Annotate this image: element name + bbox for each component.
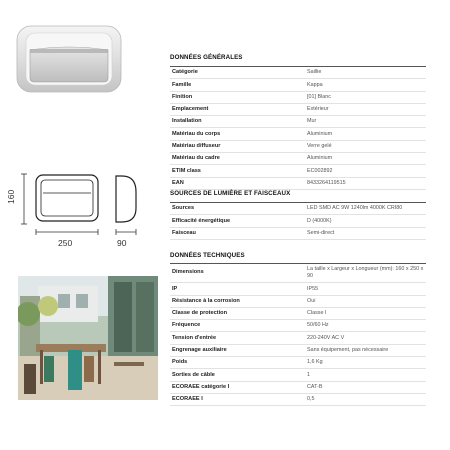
general-section-title: DONNÉES GÉNÉRALES: [170, 54, 243, 61]
row-value: EC002892: [307, 167, 333, 174]
table-row: [170, 128, 426, 140]
row-value: Semi-direct: [307, 229, 335, 236]
table-row: [170, 153, 426, 165]
table-row: [170, 308, 426, 320]
row-key: Catégorie: [172, 69, 198, 76]
row-value: Extérieur: [307, 106, 329, 113]
row-key: Matériau diffuseur: [172, 143, 221, 150]
tech-table: [170, 263, 426, 406]
row-key: Matériau du cadre: [172, 155, 220, 162]
table-row: [170, 283, 426, 295]
table-row: [170, 332, 426, 344]
light-section-title: SOURCES DE LUMIÈRE ET FAISCEAUX: [170, 190, 291, 197]
table-row: [170, 228, 426, 240]
side-view-drawing: [110, 172, 142, 236]
row-key: Sorties de câble: [172, 371, 215, 378]
tech-section-title: DONNÉES TECHNIQUES: [170, 252, 245, 259]
light-table: [170, 202, 426, 240]
product-visuals: [0, 0, 160, 450]
row-key: Résistance à la corrosion: [172, 297, 240, 304]
row-key: Classe de protection: [172, 310, 228, 317]
row-key: ETIM class: [172, 167, 201, 174]
table-row: [170, 116, 426, 128]
table-row: [170, 394, 426, 406]
row-key: Emplacement: [172, 106, 209, 113]
row-key: Engrenage auxiliaire: [172, 347, 227, 354]
row-value: D (4000K): [307, 217, 332, 224]
row-value: 8433264119515: [307, 179, 346, 186]
table-row: [170, 66, 426, 79]
row-value: Verre gelé: [307, 143, 332, 150]
row-value: CAT-B: [307, 383, 323, 390]
row-value: Aluminium: [307, 130, 333, 137]
row-value: Kappa: [307, 81, 323, 88]
row-key: Tension d'entrée: [172, 334, 217, 341]
row-key: Dimensions: [172, 269, 204, 275]
table-row: [170, 320, 426, 332]
row-key: Sources: [172, 205, 195, 212]
row-value: 220-240V AC V: [307, 334, 345, 341]
table-row: [170, 345, 426, 357]
width-dimension-label: 250: [58, 238, 73, 248]
row-value: Oui: [307, 297, 316, 304]
table-row: [170, 369, 426, 381]
row-value: La taille x Largeur x Longueur (mm): 160 x 250 x 90: [307, 266, 424, 280]
table-row: [170, 92, 426, 104]
table-row: [170, 104, 426, 116]
row-value: Mur: [307, 118, 317, 125]
table-row: [170, 79, 426, 91]
row-value: 0,5: [307, 396, 315, 403]
row-key: Installation: [172, 118, 202, 125]
row-value: [01] Blanc: [307, 93, 331, 100]
row-key: Efficacité énergétique: [172, 217, 231, 224]
row-value: LED SMD AC 9W 1240lm 4000K CRI80: [307, 205, 403, 212]
general-table: [170, 66, 426, 190]
front-view-drawing: [20, 168, 106, 236]
row-value: Sans équipement, pas nécessaire: [307, 347, 389, 354]
table-row: [170, 263, 426, 283]
table-row: [170, 178, 426, 190]
table-row: [170, 382, 426, 394]
depth-dimension-label: 90: [117, 238, 127, 248]
row-value: Aluminium: [307, 155, 333, 162]
row-key: ECORAEE I: [172, 396, 203, 403]
row-key: Fréquence: [172, 322, 201, 329]
row-value: IP55: [307, 285, 319, 292]
ambience-photo: [18, 276, 158, 400]
row-key: ECORAEE catégorie I: [172, 383, 230, 390]
table-row: [170, 215, 426, 227]
row-value: Classe I: [307, 310, 327, 317]
height-dimension-label: 160: [6, 189, 16, 204]
row-key: IP: [172, 285, 178, 292]
row-key: EAN: [172, 179, 184, 186]
row-value: 50/60 Hz: [307, 322, 329, 329]
table-row: [170, 357, 426, 369]
row-key: Poids: [172, 359, 188, 366]
row-value: Saillie: [307, 69, 322, 76]
row-key: Faisceau: [172, 229, 196, 236]
table-row: [170, 202, 426, 215]
table-row: [170, 296, 426, 308]
row-key: Finition: [172, 93, 193, 100]
row-value: 1: [307, 371, 310, 378]
row-key: Matériau du corps: [172, 130, 221, 137]
table-row: [170, 141, 426, 153]
product-photo: [12, 22, 124, 96]
row-key: Famille: [172, 81, 192, 88]
row-value: 1,6 Kg: [307, 359, 323, 366]
table-row: [170, 165, 426, 177]
